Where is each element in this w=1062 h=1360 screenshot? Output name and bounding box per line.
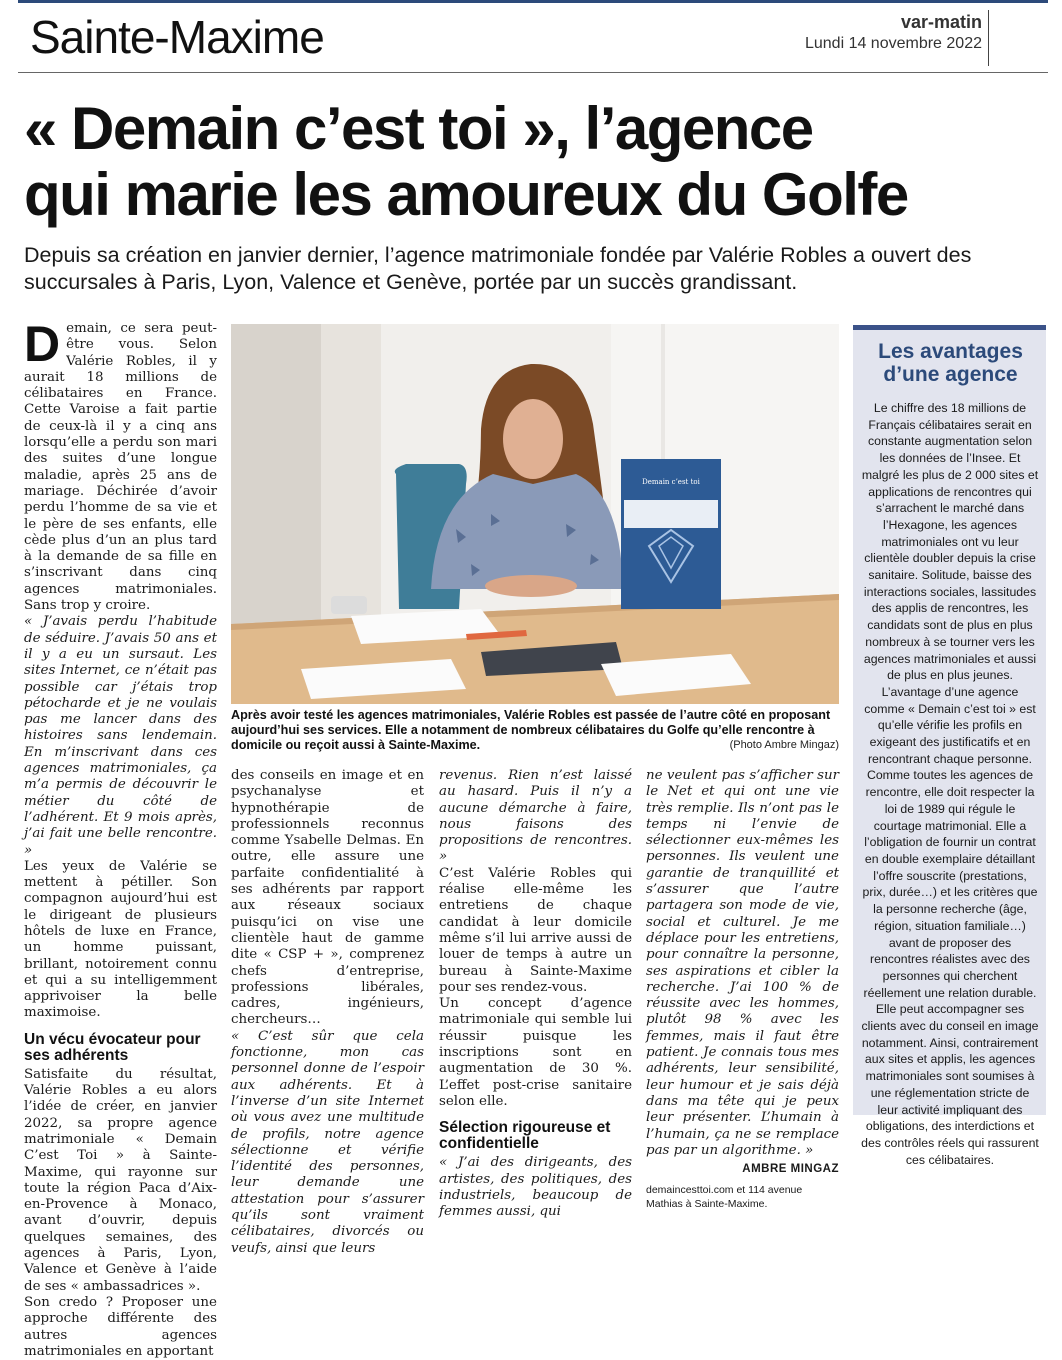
sidebar-text: Le chiffre des 18 millions de Français célibataires serait en constante augmentation selon les données de l’Insee. Et malgré les plus de 2 000 sites et applications de rencontres qui s’arrachent le marché dans l’Hexagone, les agences matrimoniales ont vu leur clientèle doubler depuis la crise sanitaire. Solitude, baisse des interactions sociales, lassitudes des applis de rencontres, les candidats sont de plus en plus nombreux à se tourner vers les agences matrimoniales et aussi de plus en plus jeunes. L’avantage d’une agence comme « Demain c’est toi » est qu’elle vérifie les profils en exigeant des justificatifs et en rencontrant chaque personne. Comme toutes les agences de rencontre, elle doit respecter la loi de 1989 qui régule le courtage matrimonial. Elle a l’obligation de fournir un contrat en double exemplaire détaillant l’offre souscrite (prestations, prix, durée…) et les critères que la personne recherche (âge, région, situation familiale…) avant de proposer des rencontres réalistes avec des personnes qui cherchent réellement une relation durable. Elle peut accompagner ses clients avec du conseil en image notamment. Ainsi, contrairement aux sites et applis, les agences matrimoniales sont soumises à une réglementation stricte de leur activité impliquant des obligations, des interdictions et des contrôles réels qui rassurent ces célibataires. (861, 401, 1039, 1167)
article-column-3 (439, 768, 632, 1220)
paragraph: Son credo ? Proposer une approche différente des autres agences matrimoniales en apportant (24, 1294, 217, 1359)
quote: « C’est sûr que cela fonctionne, mon cas personnel donne de l’espoir aux adhérents. Et à l’inverse d’un site Internet où vous avez une multitude de profils, notre agence sélectionne et vérifie l’identité des personnes, leur demande une attestation pour s’assurer qu’ils sont vraiment célibataires, divorcés ou veufs, ainsi que leurs (231, 1028, 424, 1256)
publication-date: Lundi 14 novembre 2022 (804, 35, 982, 52)
contact-info: demaincesttoi.com et 114 avenue Mathias à Sainte-Maxime. (646, 1184, 803, 1211)
drop-cap: D (24, 316, 61, 372)
article-photo (231, 324, 839, 704)
sidebar-title-line-1: Les avantages (878, 340, 1023, 363)
subheading: Un vécu évocateur pour ses adhérents (24, 1030, 201, 1064)
article-standfirst: Depuis sa création en janvier dernier, l’agence matrimoniale fondée par Valérie Robles a ouvert des succursales à Paris, Lyon, Valence et Genève, portée par un succès grandissant. (24, 243, 972, 294)
masthead (805, 12, 982, 53)
paragraph: Les yeux de Valérie se mettent à pétiller. Son compagnon aujourd’hui est le dirigeant de plusieurs hôtels de luxe en France, un homme puissant, brillant, notoirement connu et qui a su intelligemment apprivoiser la belle maximoise. (24, 858, 217, 1021)
headline-line-2: qui marie les amoureux du Golfe (24, 161, 908, 228)
sidebar-title (863, 340, 1038, 386)
newspaper-name: var-matin (900, 12, 982, 32)
paragraph: emain, ce sera peut-être vous. Selon Valérie Robles, il y aurait 18 millions de célibataires en France. Cette Varoise a fait partie de ceux-là il y a cinq ans lorsqu’elle a perdu son mari des suites d’une longue maladie, après 25 ans de mariage. Déchirée d’avoir perdu l’homme de sa vie et le père de ses enfants, elle cède plus d’un an plus tard à la demande de sa fille en s’inscrivant dans cinq agences matrimoniales. Sans trop y croire. (24, 321, 217, 614)
paragraph: Un concept d’agence matrimoniale qui semble lui réussir puisque les inscriptions sont en augmentation de 30 %. L’effet post-crise sanitaire selon elle. (439, 996, 632, 1109)
article-column-1 (24, 316, 217, 1360)
subheading: Sélection rigoureuse et confidentielle (439, 1119, 611, 1153)
sidebar-title-line-2: d’une agence (883, 363, 1018, 386)
brochure-title: Demain c’est toi (642, 478, 700, 486)
quote: revenus. Rien n’est laissé au hasard. Puis il n’y a aucune démarche à faire, nous faisons des propositions de rencontres. » (439, 768, 632, 865)
author-signature: AMBRE MINGAZ (742, 1163, 839, 1176)
photo-caption: Après avoir testé les agences matrimoniales, Valérie Robles est passée de l’autre côté en proposant aujourd’hui ses services. Elle a notamment de nombreux célibataires du Golfe qu’elle rencontre à domicile ou reçoit aussi à Sainte-Maxime. (231, 708, 831, 753)
paragraph: des conseils en image et en psychanalyse et hypnothérapie de professionnels reconnus comme Ysabelle Delmas. En outre, elle assure une parfaite confidentialité à ses adhérents par rapport aux réseaux sociaux puisqu’ici on vise une clientèle haut de gamme dite « CSP + », comprenez chefs d’entreprise, professions libérales, cadres, ingénieurs, chercheurs… (231, 768, 424, 1028)
headline-line-1: « Demain c’est toi », l’agence (24, 95, 813, 162)
article-column-2 (231, 768, 424, 1257)
sidebar-box (853, 325, 1046, 1167)
masthead-divider (988, 10, 989, 66)
paragraph: C’est Valérie Robles qui réalise elle-même les entretiens de chaque candidat à leur domicile même s’il lui arrive aussi de louer de temps à autre un bureau à Sainte-Maxime pour ses rendez-vous. (439, 865, 632, 995)
photo-credit: (Photo Ambre Mingaz) (729, 739, 839, 751)
article-headline (24, 96, 1044, 228)
paragraph: Satisfaite du résultat, Valérie Robles a eu alors l’idée de créer, en janvier 2022, sa propre agence matrimoniale « Demain C’est Toi » à Sainte-Maxime, qui rayonne sur toute la région Paca d’Aix-en-Provence à Monaco, avant d’ouvrir, depuis quelques semaines, des agences à Paris, Lyon, Valence et Genève à l’aide de ses « ambassadrices ». (24, 1066, 217, 1294)
top-rule (18, 0, 1048, 3)
section-title: Sainte-Maxime (30, 11, 324, 63)
header-rule (18, 72, 1048, 73)
quote: « J’ai des dirigeants, des artistes, des politiques, des industriels, beaucoup de femmes aussi, qui (439, 1155, 632, 1220)
quote: ne veulent pas s’afficher sur le Net et qui ont une vie très remplie. Ils n’ont pas le temps ni l’envie de sélectionner eux-mêmes les personnes. Ils veulent une garantie de tranquillité et s’assurer que l’autre partagera son mode de vie, social et culturel. Je me déplace pour les entretiens, pour connaître la personne, ses aspirations et cibler la recherche. J’ai 100 % de réussite avec les hommes, plutôt 98 % avec les femmes, mais il faut être patient. Je connais tous mes adhérents, leur sensibilité, leur humour et je sais déjà dans ma tête qui je peux leur présenter. L’humain à l’humain, ça ne se remplace pas par un algorithme. » (646, 768, 839, 1158)
photo-illustration (231, 324, 839, 704)
quote: « J’avais perdu l’habitude de séduire. J’avais 50 ans et il y a eu un sursaut. Les sites Internet, ce n’était pas possible car j’étais trop pétocharde et je ne voulais pas me lancer dans des histoires sans lendemain. En m’inscrivant dans ces agences matrimoniales, ça m’a permis de découvrir le métier du côté de l’adhérent. Et 9 mois après, j’ai fait une belle rencontre. » (24, 614, 217, 858)
article-column-4 (646, 768, 839, 1211)
